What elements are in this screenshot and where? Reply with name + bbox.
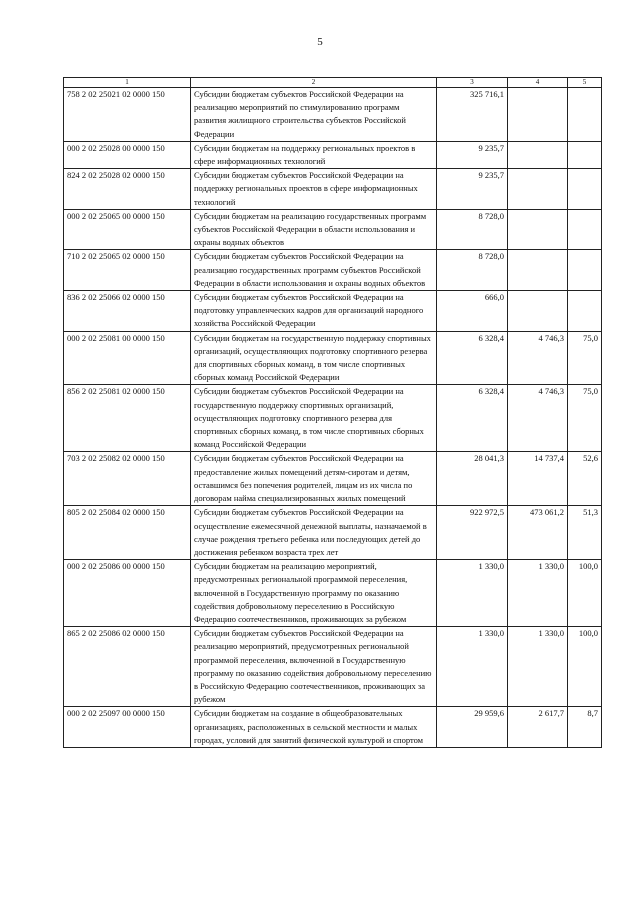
executed-amount: 4 746,3 xyxy=(508,385,568,452)
execution-percent: 8,7 xyxy=(568,707,602,748)
execution-percent xyxy=(568,141,602,168)
description: Субсидии бюджетам субъектов Российской Федерации на государственную поддержку спортивных организаций, осуществляющих подготовку спортивного резерва для спортивных сборных команд, в том числе спортивных сборных команд Российской Федерации xyxy=(191,385,437,452)
plan-amount: 922 972,5 xyxy=(437,506,508,560)
description: Субсидии бюджетам субъектов Российской Федерации на осуществление ежемесячной денежной выплаты, назначаемой в случае рождения третьего ребенка или последующих детей до достижения ребенком возраста трех лет xyxy=(191,506,437,560)
plan-amount: 29 959,6 xyxy=(437,707,508,748)
table-row xyxy=(64,141,602,168)
table-row xyxy=(64,331,602,385)
table-row xyxy=(64,291,602,332)
execution-percent xyxy=(568,291,602,332)
table-row xyxy=(64,452,602,506)
plan-amount: 28 041,3 xyxy=(437,452,508,506)
table-row xyxy=(64,250,602,291)
execution-percent: 100,0 xyxy=(568,627,602,707)
plan-amount: 6 328,4 xyxy=(437,331,508,385)
executed-amount xyxy=(508,88,568,142)
plan-amount: 9 235,7 xyxy=(437,141,508,168)
executed-amount xyxy=(508,291,568,332)
table-row xyxy=(64,209,602,250)
budget-code: 000 2 02 25086 00 0000 150 xyxy=(64,560,191,627)
description: Субсидии бюджетам на поддержку региональных проектов в сфере информационных технологий xyxy=(191,141,437,168)
budget-code: 703 2 02 25082 02 0000 150 xyxy=(64,452,191,506)
plan-amount: 1 330,0 xyxy=(437,627,508,707)
execution-percent: 52,6 xyxy=(568,452,602,506)
table-row xyxy=(64,707,602,748)
page-number: 5 xyxy=(317,36,323,48)
description: Субсидии бюджетам субъектов Российской Федерации на реализацию мероприятий по стимулированию программ развития жилищного строительства субъектов Российской Федерации xyxy=(191,88,437,142)
description: Субсидии бюджетам на реализацию государственных программ субъектов Российской Федерации в области использования и охраны водных объектов xyxy=(191,209,437,250)
column-number-5: 5 xyxy=(568,78,602,88)
budget-code: 805 2 02 25084 02 0000 150 xyxy=(64,506,191,560)
budget-table xyxy=(63,77,602,748)
description: Субсидии бюджетам субъектов Российской Федерации на реализацию мероприятий, предусмотренных региональной программой переселения, включенной в Государственную программу по оказанию содействия добровольному переселению в Российскую Федерацию соотечественников, проживающих за рубежом xyxy=(191,627,437,707)
table-row xyxy=(64,385,602,452)
execution-percent: 75,0 xyxy=(568,331,602,385)
table-row xyxy=(64,627,602,707)
plan-amount: 8 728,0 xyxy=(437,250,508,291)
execution-percent xyxy=(568,250,602,291)
plan-amount: 9 235,7 xyxy=(437,169,508,210)
table-row xyxy=(64,560,602,627)
plan-amount: 666,0 xyxy=(437,291,508,332)
executed-amount: 14 737,4 xyxy=(508,452,568,506)
budget-code: 710 2 02 25065 02 0000 150 xyxy=(64,250,191,291)
description: Субсидии бюджетам субъектов Российской Федерации на предоставление жилых помещений детям-сиротам и детям, оставшимся без попечения родителей, лицам из их числа по договорам найма специализированных жилых помещений xyxy=(191,452,437,506)
execution-percent xyxy=(568,209,602,250)
description: Субсидии бюджетам субъектов Российской Федерации на подготовку управленческих кадров для организаций народного хозяйства Российской Федерации xyxy=(191,291,437,332)
budget-code: 000 2 02 25028 00 0000 150 xyxy=(64,141,191,168)
budget-code: 000 2 02 25097 00 0000 150 xyxy=(64,707,191,748)
executed-amount: 473 061,2 xyxy=(508,506,568,560)
executed-amount: 1 330,0 xyxy=(508,627,568,707)
description: Субсидии бюджетам на государственную поддержку спортивных организаций, осуществляющих подготовку спортивного резерва для спортивных сборных команд, в том числе спортивных сборных команд Российской Федерации xyxy=(191,331,437,385)
table-row xyxy=(64,506,602,560)
column-number-1: 1 xyxy=(64,78,191,88)
budget-code: 000 2 02 25065 00 0000 150 xyxy=(64,209,191,250)
table-row xyxy=(64,88,602,142)
execution-percent: 100,0 xyxy=(568,560,602,627)
executed-amount xyxy=(508,169,568,210)
column-number-3: 3 xyxy=(437,78,508,88)
description: Субсидии бюджетам на реализацию мероприятий, предусмотренных региональной программой переселения, включенной в Государственную программу по оказанию содействия добровольному переселению в Российскую Федерацию соотечественников, проживающих за рубежом xyxy=(191,560,437,627)
table-row xyxy=(64,169,602,210)
executed-amount: 1 330,0 xyxy=(508,560,568,627)
executed-amount xyxy=(508,141,568,168)
execution-percent xyxy=(568,88,602,142)
executed-amount: 4 746,3 xyxy=(508,331,568,385)
description: Субсидии бюджетам на создание в общеобразовательных организациях, расположенных в сельской местности и малых городах, условий для занятий физической культурой и спортом xyxy=(191,707,437,748)
execution-percent: 51,3 xyxy=(568,506,602,560)
plan-amount: 6 328,4 xyxy=(437,385,508,452)
description: Субсидии бюджетам субъектов Российской Федерации на реализацию государственных программ субъектов Российской Федерации в области использования и охраны водных объектов xyxy=(191,250,437,291)
budget-code: 000 2 02 25081 00 0000 150 xyxy=(64,331,191,385)
executed-amount: 2 617,7 xyxy=(508,707,568,748)
budget-code: 758 2 02 25021 02 0000 150 xyxy=(64,88,191,142)
budget-code: 856 2 02 25081 02 0000 150 xyxy=(64,385,191,452)
budget-code: 836 2 02 25066 02 0000 150 xyxy=(64,291,191,332)
column-number-2: 2 xyxy=(191,78,437,88)
column-number-4: 4 xyxy=(508,78,568,88)
executed-amount xyxy=(508,209,568,250)
executed-amount xyxy=(508,250,568,291)
execution-percent: 75,0 xyxy=(568,385,602,452)
column-number-row xyxy=(64,78,602,88)
plan-amount: 325 716,1 xyxy=(437,88,508,142)
plan-amount: 8 728,0 xyxy=(437,209,508,250)
budget-code: 865 2 02 25086 02 0000 150 xyxy=(64,627,191,707)
execution-percent xyxy=(568,169,602,210)
table-body xyxy=(64,88,602,748)
budget-code: 824 2 02 25028 02 0000 150 xyxy=(64,169,191,210)
plan-amount: 1 330,0 xyxy=(437,560,508,627)
description: Субсидии бюджетам субъектов Российской Федерации на поддержку региональных проектов в сфере информационных технологий xyxy=(191,169,437,210)
